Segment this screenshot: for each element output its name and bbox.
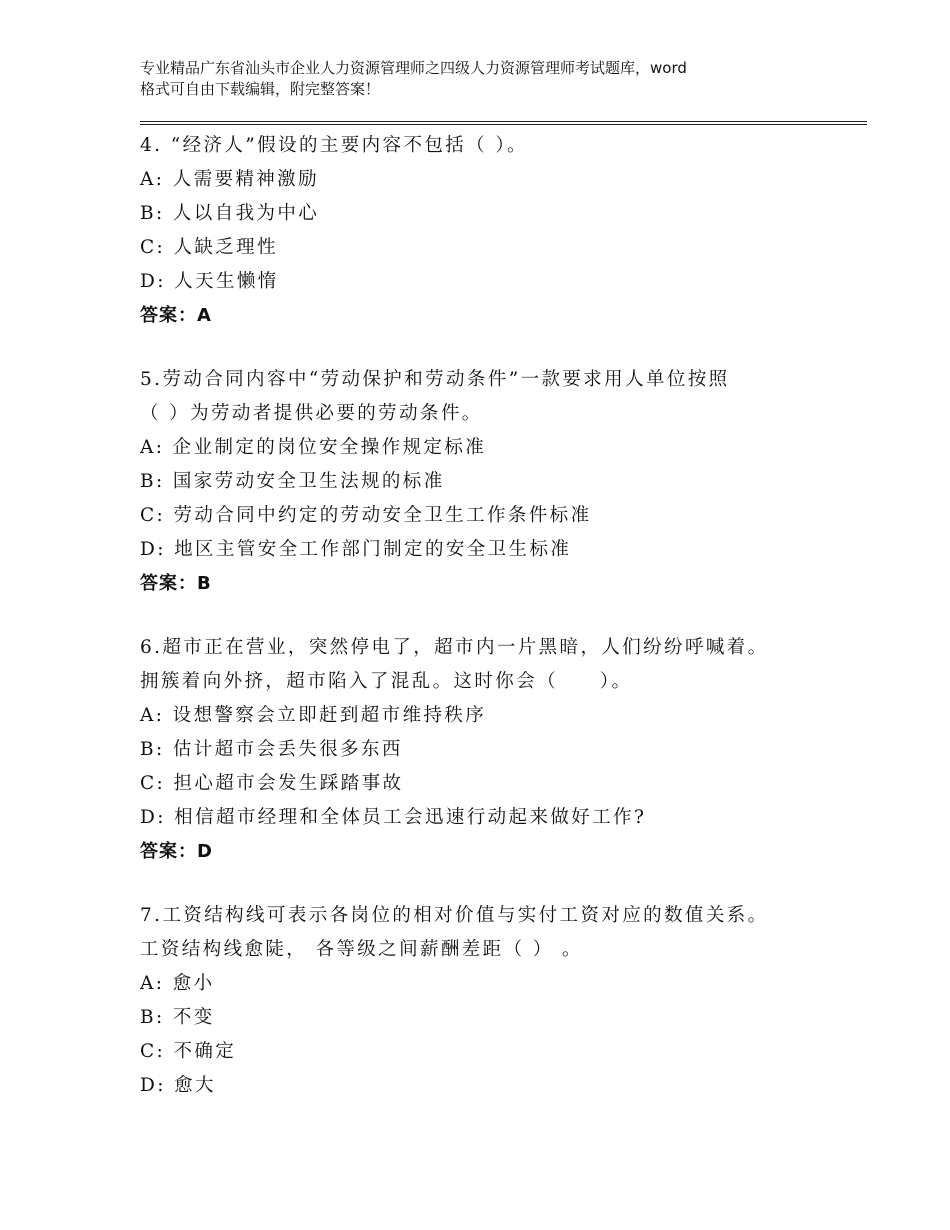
answer-label: 答案：D [140, 841, 213, 862]
option-a: A: 企业制定的岗位安全操作规定标准 [140, 437, 487, 458]
question-stem-line-2: 拥簇着向外挤，超市陷入了混乱。这时你会（ ）。 [140, 671, 633, 692]
header-divider [140, 121, 867, 125]
question-4 [140, 129, 840, 333]
option-b: B: 人以自我为中心 [140, 203, 320, 224]
option-c: C: 担心超市会发生踩踏事故 [140, 773, 404, 794]
option-a: A: 人需要精神激励 [140, 169, 319, 190]
option-d: D: 人天生懒惰 [140, 271, 279, 292]
option-b: B: 估计超市会丢失很多东西 [140, 739, 403, 760]
question-stem-line-1: 7.工资结构线可表示各岗位的相对价值与实付工资对应的数值关系。 [140, 905, 769, 926]
answer-label: 答案：B [140, 573, 212, 594]
option-d: D: 地区主管安全工作部门制定的安全卫生标准 [140, 539, 572, 560]
option-d: D: 相信超市经理和全体员工会迅速行动起来做好工作? [140, 807, 647, 828]
option-a: A: 愈小 [140, 973, 215, 994]
header-title-line-2: 格式可自由下载编辑，附完整答案！ [140, 80, 381, 98]
question-5 [140, 363, 840, 601]
option-a: A: 设想警察会立即赶到超市维持秩序 [140, 705, 487, 726]
question-7 [140, 899, 840, 1103]
option-b: B: 不变 [140, 1007, 215, 1028]
question-list [140, 129, 840, 1103]
question-stem-line-1: 5.劳动合同内容中“劳动保护和劳动条件”一款要求用人单位按照 [140, 369, 730, 390]
question-stem: 4. “经济人”假设的主要内容不包括（ ）。 [140, 135, 528, 156]
option-c: C: 劳动合同中约定的劳动安全卫生工作条件标准 [140, 505, 592, 526]
question-stem-line-2: 工资结构线愈陡， 各等级之间薪酬差距（ ） 。 [140, 939, 583, 960]
option-b: B: 国家劳动安全卫生法规的标准 [140, 471, 445, 492]
answer-label: 答案：A [140, 305, 212, 326]
document-header [140, 58, 820, 100]
question-6 [140, 631, 840, 869]
header-title-line-1: 专业精品广东省汕头市企业人力资源管理师之四级人力资源管理师考试题库，word [140, 59, 687, 77]
question-stem-line-1: 6.超市正在营业，突然停电了，超市内一片黑暗，人们纷纷呼喊着。 [140, 637, 769, 658]
option-c: C: 人缺乏理性 [140, 237, 278, 258]
option-c: C: 不确定 [140, 1041, 237, 1062]
question-stem-line-2: （ ）为劳动者提供必要的劳动条件。 [140, 403, 483, 424]
option-d: D: 愈大 [140, 1075, 216, 1096]
